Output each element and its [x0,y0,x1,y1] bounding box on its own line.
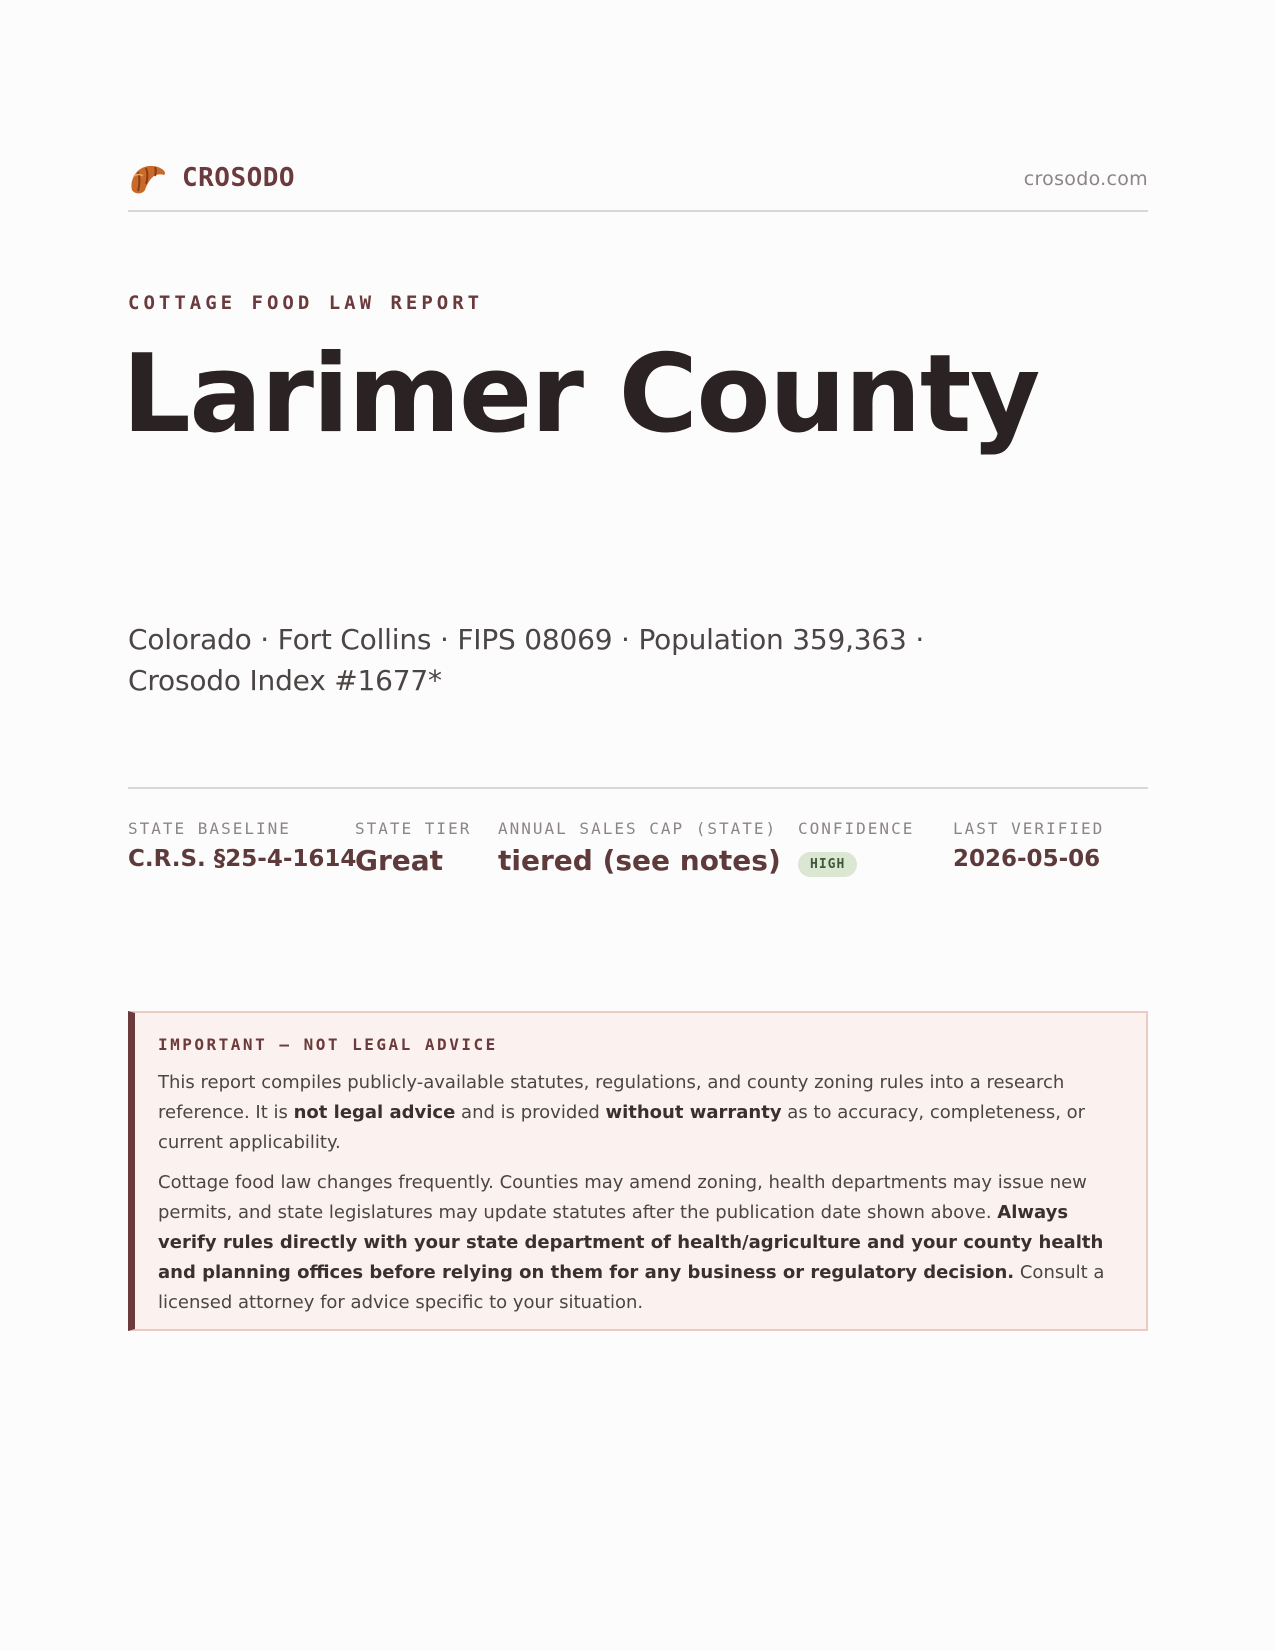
stats-row [128,787,1148,877]
report-eyebrow: COTTAGE FOOD LAW REPORT [128,292,484,314]
stat-value: C.R.S. §25-4-1614 [128,846,357,872]
legal-disclaimer [128,1011,1148,1331]
text-run: and is provided [455,1102,606,1123]
report-page [122,0,1148,1650]
stat-label: LAST VERIFIED [953,819,1105,838]
text-run: Cottage food law changes frequently. Counties may amend zoning, health departments may issue new permits, and state legislatures may update statutes after the publication date shown above. [158,1172,1087,1223]
page-title: Larimer County [122,332,1039,457]
stat-value: 2026-05-06 [953,846,1101,872]
brand[interactable] [128,160,295,196]
stat-state-tier [355,819,471,877]
emphasis-text: not legal advice [293,1102,456,1123]
stat-value: tiered (see notes) [498,844,781,877]
stat-value: Great [355,844,444,877]
croissant-icon [128,160,168,196]
site-link[interactable]: crosodo.com [1023,168,1148,190]
stat-annual-sales-cap [498,819,781,877]
confidence-badge: HIGH [798,852,857,877]
text-run: as to accuracy, completeness, or current applicability. [158,1102,1086,1153]
county-subtitle [128,619,1028,701]
emphasis-text: without warranty [605,1102,782,1123]
text-run: This report compiles publicly-available statutes, regulations, and county zoning rules into a research reference. It is [158,1072,1065,1123]
disclaimer-paragraph-2 [158,1168,1122,1318]
subtitle-line-2: Crosodo Index #1677* [128,664,442,697]
stat-label: STATE TIER [355,819,472,838]
stat-label: CONFIDENCE [798,819,915,838]
stat-state-baseline [128,819,356,872]
stat-confidence [798,819,914,877]
emphasis-text: Always verify rules directly with your state department of health/agriculture and your county health and planning offices before relying on them for any business or regulatory decision. [158,1202,1104,1283]
stat-label: STATE BASELINE [128,819,291,838]
stat-label: ANNUAL SALES CAP (STATE) [498,819,778,838]
disclaimer-title: IMPORTANT — NOT LEGAL ADVICE [158,1035,498,1054]
stat-last-verified [953,819,1104,872]
disclaimer-paragraph-1 [158,1068,1122,1158]
text-run: Consult a licensed attorney for advice specific to your situation. [158,1262,1105,1313]
page-header [128,158,1148,212]
subtitle-line-1: Colorado · Fort Collins · FIPS 08069 · Population 359,363 · [128,623,925,656]
brand-name: CROSODO [182,163,296,193]
